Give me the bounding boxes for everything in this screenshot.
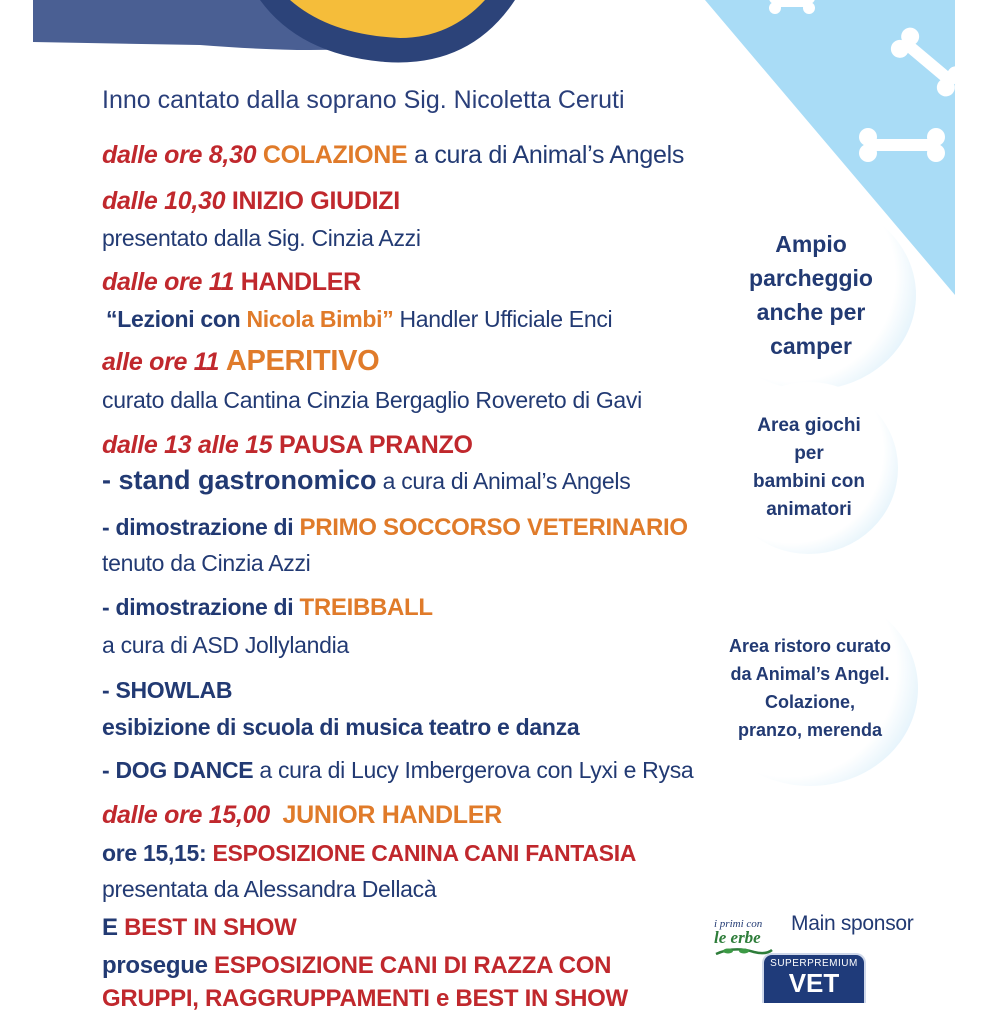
event: PAUSA PRANZO xyxy=(278,431,473,459)
dogdance-detail: a cura di Lucy Imbergerova con Lyxi e Rysa xyxy=(253,757,694,783)
time: dalle ore 15,00 xyxy=(102,801,270,829)
sponsor-label: Main sponsor xyxy=(791,912,914,935)
header-decoration xyxy=(0,0,560,90)
logo-brand-text: le erbe xyxy=(714,928,761,947)
demo-prefix: - dimostrazione di xyxy=(102,594,300,620)
kids-line: bambini con xyxy=(753,471,865,492)
showlab-sub: esibizione di scuola di musica teatro e danza xyxy=(102,714,580,740)
time: dalle ore 8,30 xyxy=(102,141,257,169)
handler-name: Nicola Bimbi” xyxy=(246,306,394,332)
fantasia-time: ore 15,15: xyxy=(102,840,213,866)
handler-role: Handler Ufficiale Enci xyxy=(393,306,613,332)
prosegue-line-2: GRUPPI, RAGGRUPPAMENTI e BEST IN SHOW xyxy=(102,985,628,1012)
program-sub-handler xyxy=(106,306,612,333)
stand-title: - stand gastronomico xyxy=(102,465,377,495)
program-item-giudizi xyxy=(102,187,400,216)
prosegue-prefix: prosegue xyxy=(102,952,214,979)
badge-top-text: SUPERPREMIUM xyxy=(770,958,858,969)
demo-primo-soccorso xyxy=(102,514,688,542)
parking-line: parcheggio xyxy=(749,265,873,291)
prosegue-line xyxy=(102,952,611,980)
event: INIZIO GIUDIZI xyxy=(231,187,400,215)
fantasia-sub: presentata da Alessandra Dellacà xyxy=(102,876,437,902)
food-area-bubble xyxy=(702,590,918,786)
time: dalle 13 alle 15 xyxy=(102,431,273,459)
sponsor-badge-vet xyxy=(762,953,866,1003)
fantasia-line xyxy=(102,840,636,867)
parking-line: Ampio xyxy=(775,231,847,257)
detail: a cura di Animal’s Angels xyxy=(414,141,685,169)
kids-area-bubble xyxy=(720,382,898,554)
best-in-show-line xyxy=(102,914,296,942)
time: dalle ore 11 xyxy=(102,268,235,296)
event: JUNIOR HANDLER xyxy=(282,801,502,829)
event: COLAZIONE xyxy=(262,141,408,169)
food-line: Colazione, xyxy=(764,692,855,712)
event: APERITIVO xyxy=(225,345,380,377)
parking-line: camper xyxy=(770,333,852,359)
kids-line: per xyxy=(794,443,824,464)
kids-line: animatori xyxy=(766,499,852,520)
best-event: BEST IN SHOW xyxy=(124,914,297,941)
stand-detail: a cura di Animal’s Angels xyxy=(376,468,631,494)
kids-line: Area giochi xyxy=(757,415,861,436)
dogdance-title: - DOG DANCE xyxy=(102,757,254,783)
program-item-aperitivo xyxy=(102,345,379,378)
program-item-junior xyxy=(102,801,502,830)
fantasia-event: ESPOSIZIONE CANINA CANI FANTASIA xyxy=(212,840,637,866)
dogdance-line xyxy=(102,757,693,784)
badge-brand-text: VET xyxy=(788,968,840,998)
showlab-title: - SHOWLAB xyxy=(102,677,233,703)
parking-line: anche per xyxy=(756,299,866,325)
best-prefix: E xyxy=(102,914,125,941)
program-item-pranzo xyxy=(102,431,473,460)
demo-treibball-sub: a cura di ASD Jollylandia xyxy=(102,632,349,658)
program-item-colazione xyxy=(102,141,684,170)
prosegue-event: ESPOSIZIONE CANI DI RAZZA CON xyxy=(214,952,612,979)
program-sub-aperitivo: curato dalla Cantina Cinzia Bergaglio Rovereto di Gavi xyxy=(102,387,642,413)
demo-event: TREIBBALL xyxy=(299,594,433,621)
demo-event: PRIMO SOCCORSO VETERINARIO xyxy=(299,514,688,541)
program-item-handler xyxy=(102,268,361,297)
stand-line xyxy=(102,465,630,496)
food-line: pranzo, merenda xyxy=(737,720,883,740)
demo-treibball xyxy=(102,594,433,622)
lesson-label: “Lezioni con xyxy=(106,306,247,332)
food-line: da Animal’s Angel. xyxy=(730,664,890,684)
parking-bubble xyxy=(706,200,916,390)
time: alle ore 11 xyxy=(102,348,220,376)
demo-primo-soccorso-sub: tenuto da Cinzia Azzi xyxy=(102,550,311,576)
logo-top-text: i primi con xyxy=(714,918,763,930)
program-sub-giudizi: presentato dalla Sig. Cinzia Azzi xyxy=(102,225,421,251)
anthem-line: Inno cantato dalla soprano Sig. Nicoletta Ceruti xyxy=(102,86,625,114)
food-line: Area ristoro curato xyxy=(728,636,892,656)
event: HANDLER xyxy=(240,268,361,296)
time: dalle 10,30 xyxy=(102,187,226,215)
demo-prefix: - dimostrazione di xyxy=(102,514,300,540)
